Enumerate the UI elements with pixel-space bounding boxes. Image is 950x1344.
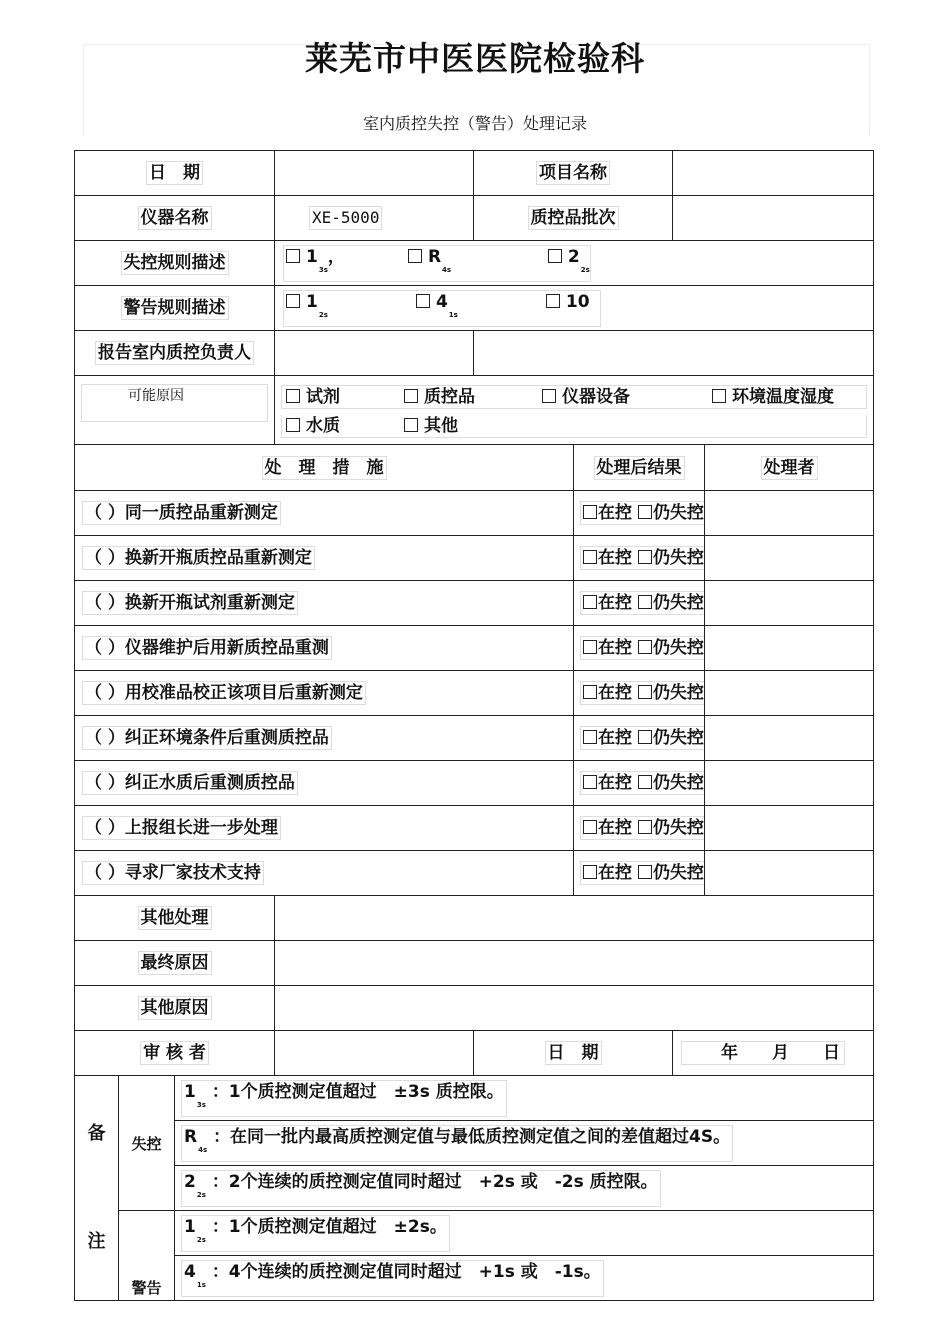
date-label: 日 期 <box>146 161 203 185</box>
measure-header-cell <box>75 445 574 491</box>
note-text: $4_{1s}$ ：4个连续的质控测定值同时超过 +1s 或 -1s。 <box>181 1260 604 1297</box>
measure-cell[interactable] <box>75 491 574 536</box>
measure-cell[interactable] <box>75 671 574 716</box>
checkbox-icon[interactable] <box>583 550 597 564</box>
handler-cell[interactable] <box>705 716 874 761</box>
cause-option[interactable]: 水质 <box>282 415 404 437</box>
handler-header-cell <box>705 445 874 491</box>
result-header: 处理后结果 <box>594 456 685 480</box>
note-line <box>175 1211 874 1256</box>
reviewer-label: 审 核 者 <box>140 1041 209 1065</box>
instrument-label-cell <box>75 196 275 241</box>
warn-rule-option[interactable]: $1_{2s}$ <box>286 291 410 326</box>
batch-field[interactable] <box>673 196 874 241</box>
cause-row-1 <box>281 385 867 409</box>
result-options: 在控 仍失控 <box>580 636 705 660</box>
handler-cell[interactable] <box>705 851 874 896</box>
result-cell <box>574 581 705 626</box>
result-cell <box>574 806 705 851</box>
handler-cell[interactable] <box>705 761 874 806</box>
result-options: 在控 仍失控 <box>580 816 705 840</box>
warn-rule-label: 警告规则描述 <box>121 296 229 320</box>
cause-option[interactable]: 试剂 <box>282 386 404 408</box>
checkbox-icon[interactable] <box>286 389 300 403</box>
measure-cell[interactable] <box>75 761 574 806</box>
measure-text: （ ）换新开瓶试剂重新测定 <box>82 591 298 615</box>
measure-row <box>75 536 874 581</box>
notes-label-bottom: 注 <box>87 1231 106 1252</box>
result-options: 在控 仍失控 <box>580 726 705 750</box>
handler-cell[interactable] <box>705 671 874 716</box>
checkbox-icon[interactable] <box>638 730 652 744</box>
measure-text: （ ）上报组长进一步处理 <box>82 816 281 840</box>
note-line <box>175 1166 874 1211</box>
checkbox-icon[interactable] <box>638 685 652 699</box>
loss-notes-label: 失控 <box>131 1134 162 1153</box>
measure-text: （ ）仪器维护后用新质控品重测 <box>82 636 332 660</box>
result-cell <box>574 626 705 671</box>
measure-cell[interactable] <box>75 536 574 581</box>
measure-text: （ ）同一质控品重新测定 <box>82 501 281 525</box>
checkbox-icon[interactable] <box>638 820 652 834</box>
loss-rule-option[interactable]: $R_{4s}$ <box>408 246 542 281</box>
warn-rule-option[interactable]: 10 <box>546 291 598 313</box>
measure-text: （ ）纠正环境条件后重测质控品 <box>82 726 332 750</box>
result-cell <box>574 761 705 806</box>
checkbox-icon[interactable] <box>286 294 300 308</box>
note-text: $R_{4s}$ ：在同一批内最高质控测定值与最低质控测定值之间的差值超过4S。 <box>181 1125 733 1162</box>
warn-notes-label-cell <box>119 1211 175 1301</box>
result-options: 在控 仍失控 <box>580 681 705 705</box>
review-date-field[interactable] <box>673 1031 874 1076</box>
loss-rule-options <box>275 241 874 286</box>
loss-rule-option[interactable]: $2_{2s}$ <box>548 246 588 281</box>
warn-rule-option[interactable]: $4_{1s}$ <box>416 291 540 326</box>
other-cause-field[interactable] <box>275 986 874 1031</box>
note-text: $1_{3s}$ ：1个质控测定值超过 ±3s 质控限。 <box>181 1080 507 1117</box>
note-text: $2_{2s}$ ：2个连续的质控测定值同时超过 +2s 或 -2s 质控限。 <box>181 1170 661 1207</box>
other-cause-label-cell <box>75 986 275 1031</box>
cause-label-cell <box>75 376 275 445</box>
checkbox-icon[interactable] <box>638 640 652 654</box>
other-handling-field[interactable] <box>275 896 874 941</box>
date-field[interactable] <box>275 151 474 196</box>
checkbox-icon[interactable] <box>546 294 560 308</box>
final-cause-field[interactable] <box>275 941 874 986</box>
cause-option[interactable]: 环境温度湿度 <box>712 386 834 408</box>
handler-cell[interactable] <box>705 581 874 626</box>
measure-row <box>75 806 874 851</box>
review-date-value: 年 月 日 <box>681 1041 845 1065</box>
result-options: 在控 仍失控 <box>580 591 705 615</box>
cause-option[interactable]: 质控品 <box>404 386 542 408</box>
warn-rule-group <box>283 290 601 327</box>
note-line <box>175 1121 874 1166</box>
measure-text: （ ）寻求厂家技术支持 <box>82 861 264 885</box>
instrument-label: 仪器名称 <box>138 206 212 230</box>
measure-cell[interactable] <box>75 851 574 896</box>
measure-cell[interactable] <box>75 806 574 851</box>
measure-text: （ ）纠正水质后重测质控品 <box>82 771 298 795</box>
handler-cell[interactable] <box>705 626 874 671</box>
checkbox-icon[interactable] <box>416 294 430 308</box>
loss-notes-label-cell <box>119 1076 175 1211</box>
reporter-label-cell <box>75 331 275 376</box>
result-cell <box>574 536 705 581</box>
instrument-field[interactable] <box>275 196 474 241</box>
loss-rule-option[interactable]: $1_{3s}$， <box>286 246 402 281</box>
checkbox-icon[interactable] <box>583 865 597 879</box>
warn-rule-label-cell <box>75 286 275 331</box>
checkbox-icon[interactable] <box>638 550 652 564</box>
checkbox-icon[interactable] <box>638 505 652 519</box>
measure-cell[interactable] <box>75 716 574 761</box>
checkbox-icon[interactable] <box>583 820 597 834</box>
handler-cell[interactable] <box>705 491 874 536</box>
project-field[interactable] <box>673 151 874 196</box>
other-cause-label: 其他原因 <box>138 996 212 1020</box>
result-cell <box>574 716 705 761</box>
handler-cell[interactable] <box>705 536 874 581</box>
checkbox-icon[interactable] <box>583 505 597 519</box>
checkbox-icon[interactable] <box>583 685 597 699</box>
result-cell <box>574 851 705 896</box>
measure-header: 处 理 措 施 <box>262 456 387 480</box>
measure-row <box>75 716 874 761</box>
cause-option[interactable]: 仪器设备 <box>542 386 712 408</box>
reviewer-field[interactable] <box>275 1031 474 1076</box>
measure-row <box>75 851 874 896</box>
qc-record-table <box>74 150 874 1301</box>
measure-text: （ ）用校准品校正该项目后重新测定 <box>82 681 366 705</box>
other-handling-label: 其他处理 <box>138 906 212 930</box>
instrument-value: XE-5000 <box>309 206 382 230</box>
result-options: 在控 仍失控 <box>580 861 705 885</box>
handler-cell[interactable] <box>705 806 874 851</box>
checkbox-icon[interactable] <box>286 249 300 263</box>
measure-row <box>75 761 874 806</box>
checkbox-icon[interactable] <box>408 249 422 263</box>
measure-cell[interactable] <box>75 626 574 671</box>
reporter-label: 报告室内质控负责人 <box>95 341 254 365</box>
checkbox-icon[interactable] <box>583 640 597 654</box>
cause-option[interactable]: 其他 <box>404 415 458 437</box>
reporter-extra-field[interactable] <box>474 331 874 376</box>
warn-notes-label: 警告 <box>131 1279 162 1297</box>
result-options: 在控 仍失控 <box>580 546 705 570</box>
project-label-cell <box>474 151 673 196</box>
checkbox-icon[interactable] <box>583 775 597 789</box>
checkbox-icon[interactable] <box>583 730 597 744</box>
result-options: 在控 仍失控 <box>580 501 705 525</box>
measure-row <box>75 491 874 536</box>
result-cell <box>574 671 705 716</box>
batch-label: 质控品批次 <box>528 206 619 230</box>
checkbox-icon[interactable] <box>404 418 418 432</box>
cause-label: 可能原因 <box>81 384 268 422</box>
notes-label-top: 备 <box>87 1123 106 1144</box>
measure-row <box>75 671 874 716</box>
checkbox-icon[interactable] <box>542 389 556 403</box>
other-handling-label-cell <box>75 896 275 941</box>
loss-rule-group <box>283 245 591 282</box>
note-line <box>175 1256 874 1301</box>
checkbox-icon[interactable] <box>712 389 726 403</box>
note-text: $1_{2s}$ ：1个质控测定值超过 ±2s。 <box>181 1215 450 1252</box>
batch-label-cell <box>474 196 673 241</box>
result-cell <box>574 491 705 536</box>
checkbox-icon[interactable] <box>638 595 652 609</box>
notes-label-cell <box>75 1076 119 1301</box>
checkbox-icon[interactable] <box>638 865 652 879</box>
measure-cell[interactable] <box>75 581 574 626</box>
loss-rule-label-cell <box>75 241 275 286</box>
checkbox-icon[interactable] <box>548 249 562 263</box>
checkbox-icon[interactable] <box>583 595 597 609</box>
review-date-label: 日 期 <box>545 1041 602 1065</box>
checkbox-icon[interactable] <box>286 418 300 432</box>
measure-row <box>75 626 874 671</box>
measure-text: （ ）换新开瓶质控品重新测定 <box>82 546 315 570</box>
note-line <box>175 1076 874 1121</box>
reviewer-label-cell <box>75 1031 275 1076</box>
warn-rule-options <box>275 286 874 331</box>
page-title: 莱芜市中医医院检验科 <box>305 39 645 78</box>
final-cause-label: 最终原因 <box>138 951 212 975</box>
result-options: 在控 仍失控 <box>580 771 705 795</box>
review-date-label-cell <box>474 1031 673 1076</box>
loss-rule-label: 失控规则描述 <box>121 251 229 275</box>
measure-row <box>75 581 874 626</box>
page-subtitle: 室内质控失控（警告）处理记录 <box>362 114 587 133</box>
reporter-field[interactable] <box>275 331 474 376</box>
cause-row-2 <box>281 415 867 438</box>
date-label-cell <box>75 151 275 196</box>
final-cause-label-cell <box>75 941 275 986</box>
handler-header: 处理者 <box>761 456 818 480</box>
cause-options <box>275 376 874 445</box>
result-header-cell <box>574 445 705 491</box>
project-label: 项目名称 <box>536 161 610 185</box>
checkbox-icon[interactable] <box>638 775 652 789</box>
checkbox-icon[interactable] <box>404 389 418 403</box>
